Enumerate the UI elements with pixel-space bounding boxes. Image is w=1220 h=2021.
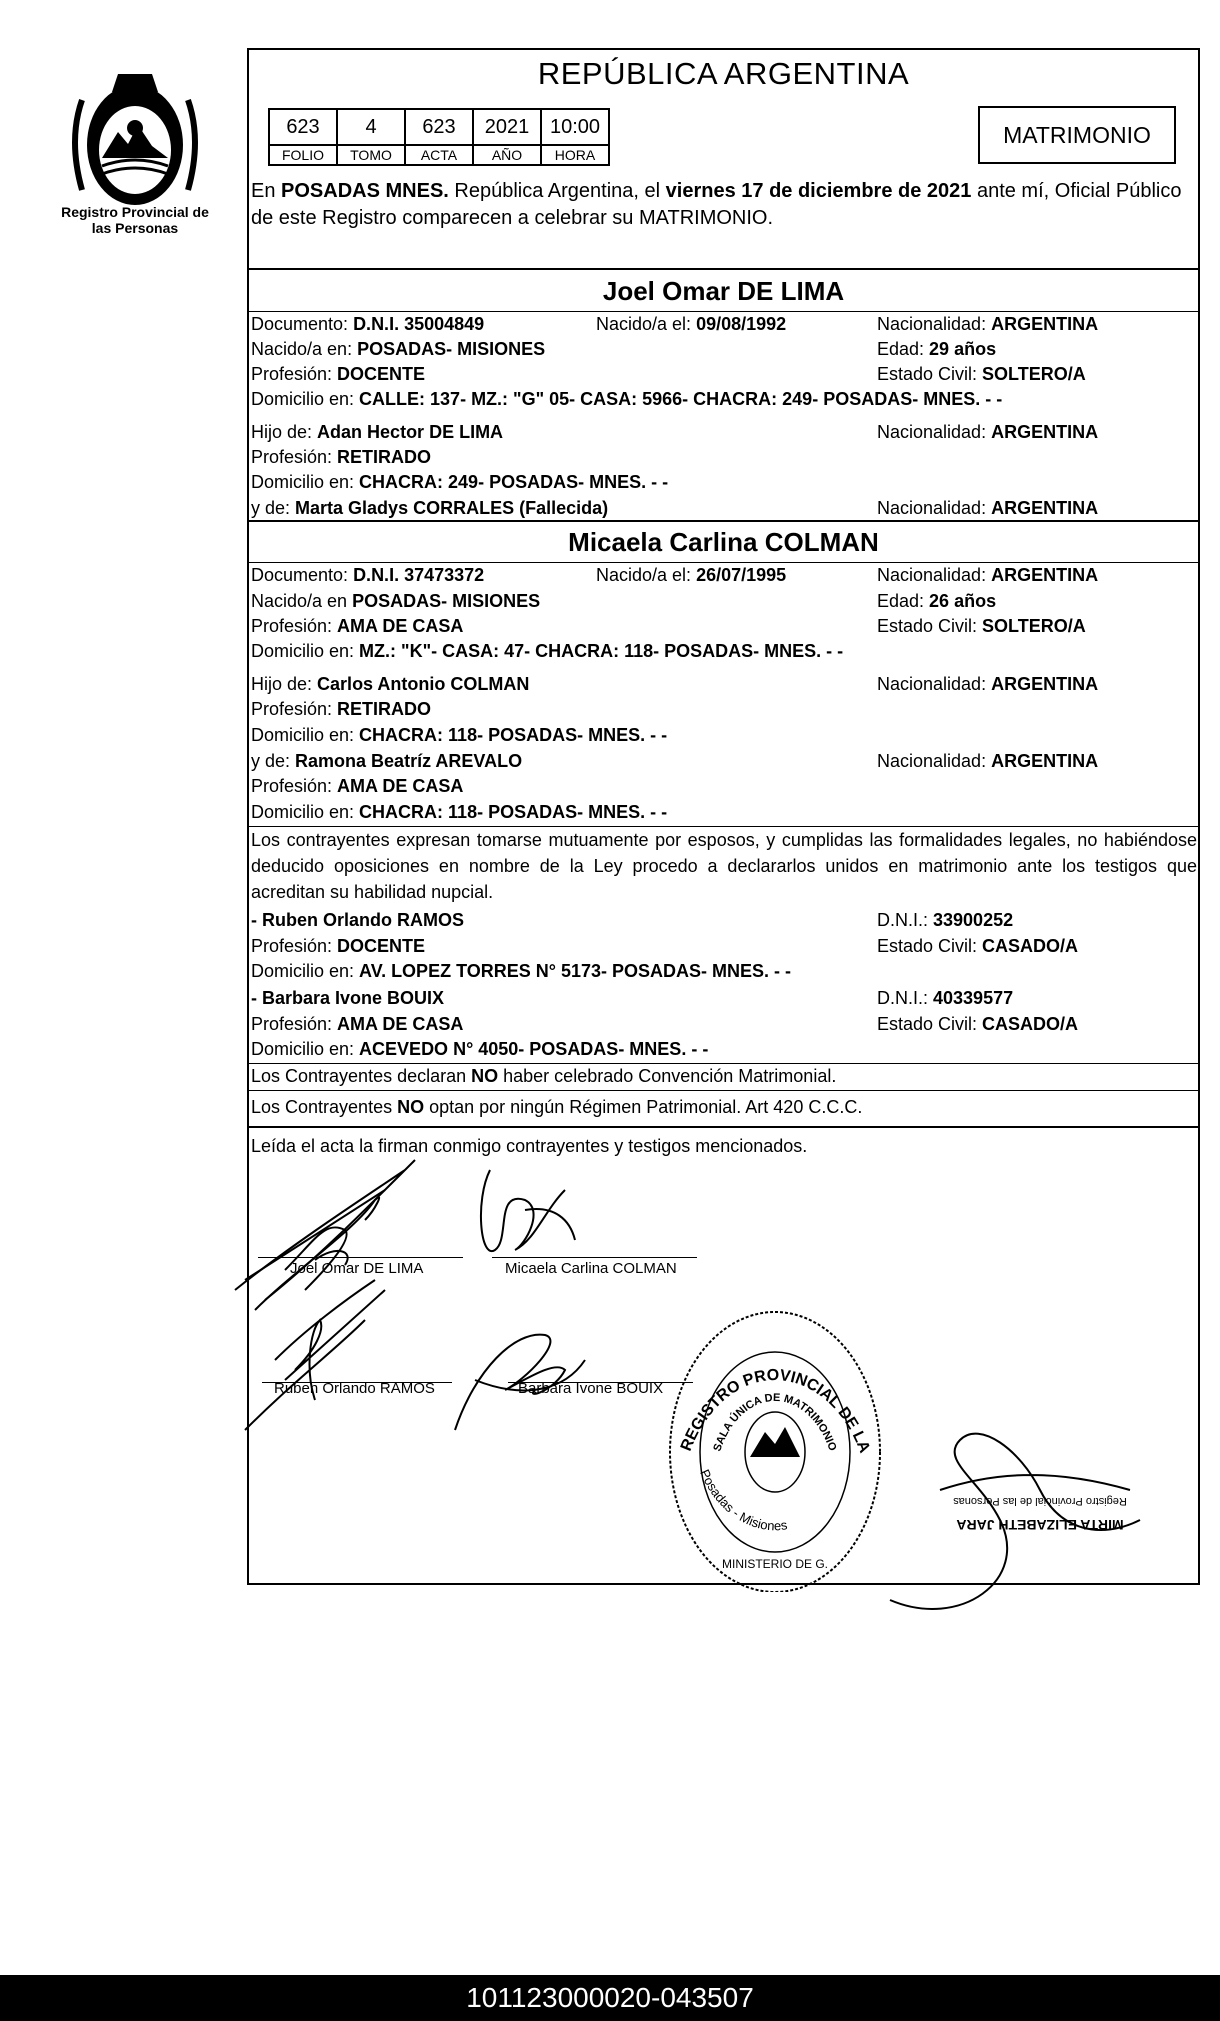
spouse-2-name: Micaela Carlina COLMAN [568, 527, 879, 557]
spouse-2-father-nationality: Nacionalidad: ARGENTINA [877, 674, 1099, 694]
regimen-statement: Los Contrayentes NO optan por ningún Régimen Patrimonial. Art 420 C.C.C. [251, 1097, 863, 1117]
spouse-2-age: Edad: 26 años [877, 591, 997, 611]
tomo-value: 4 [337, 109, 405, 145]
stamp-outer-text: REGISTRO PROVINCIAL DE LA [677, 1366, 873, 1456]
witness-2-dni: D.N.I.: 40339577 [877, 988, 1014, 1008]
acta-value: 623 [405, 109, 473, 145]
spouse-2-birthplace: Nacido/a en POSADAS- MISIONES [251, 591, 541, 611]
spouse-1-father-profession: Profesión: RETIRADO [251, 447, 432, 467]
anio-label: AÑO [473, 145, 541, 165]
section-divider [247, 311, 1200, 312]
acta-label: ACTA [405, 145, 473, 165]
convencion-statement: Los Contrayentes declaran NO haber celebrado Convención Matrimonial. [251, 1066, 837, 1086]
handwritten-signatures [225, 1150, 725, 1460]
witness-2-address: Domicilio en: ACEVEDO N° 4050- POSADAS- MNES. - - [251, 1039, 709, 1059]
section-divider [247, 1126, 1200, 1128]
tomo-label: TOMO [337, 145, 405, 165]
signature-name-spouse-1: Joel Omar DE LIMA [290, 1260, 424, 1277]
hora-label: HORA [541, 145, 609, 165]
spouse-1-birthdate: Nacido/a el: 09/08/1992 [596, 314, 787, 334]
section-divider [247, 1063, 1200, 1064]
section-divider [247, 268, 1200, 270]
spouse-2-father-address: Domicilio en: CHACRA: 118- POSADAS- MNES. - - [251, 725, 668, 745]
anio-value: 2021 [473, 109, 541, 145]
spouse-2-address: Domicilio en: MZ.: "K"- CASA: 47- CHACRA: 118- POSADAS- MNES. - - [251, 641, 844, 661]
official-signature-block [880, 1400, 1200, 1620]
section-divider [247, 562, 1200, 563]
witness-1-name: - Ruben Orlando RAMOS [251, 910, 464, 930]
folio-value: 623 [269, 109, 337, 145]
folio-label: FOLIO [269, 145, 337, 165]
marriage-declaration: Los contrayentes expresan tomarse mutuamente por esposos, y cumplidas las formalidades legales, no habiéndose deducido oposiciones en nombre de la Ley procedo a declararlos unidos en matrimonio ante los testigos que acreditan su habilidad nupcial. [251, 830, 1197, 902]
stamp-bottom-text: Posadas - Misiones [697, 1467, 789, 1534]
svg-text:Posadas - Misiones [697, 1467, 789, 1533]
spouse-1-profession: Profesión: DOCENTE [251, 364, 426, 384]
spouse-2-mother-nationality: Nacionalidad: ARGENTINA [877, 751, 1099, 771]
official-stamp [660, 1292, 890, 1592]
witness-2-civil-status: Estado Civil: CASADO/A [877, 1014, 1079, 1034]
witness-2-name: - Barbara Ivone BOUIX [251, 988, 445, 1008]
spouse-2-profession: Profesión: AMA DE CASA [251, 616, 464, 636]
record-type-box: MATRIMONIO [978, 106, 1176, 164]
spouse-1-address: Domicilio en: CALLE: 137- MZ.: "G" 05- CASA: 5966- CHACRA: 249- POSADAS- MNES. - - [251, 389, 1003, 409]
spouse-2-birthdate: Nacido/a el: 26/07/1995 [596, 565, 787, 585]
spouse-1-age: Edad: 29 años [877, 339, 997, 359]
spouse-2-father-profession: Profesión: RETIRADO [251, 699, 432, 719]
spouse-1-mother-nationality: Nacionalidad: ARGENTINA [877, 498, 1099, 518]
official-role: Registro Provincial de las Personas [953, 1495, 1127, 1507]
signature-name-spouse-2: Micaela Carlina COLMAN [505, 1260, 677, 1277]
stamp-ministry-text: MINISTERIO DE G. [721, 1557, 829, 1571]
spouse-2-documento: Documento: D.N.I. 37473372 [251, 565, 485, 585]
hora-value: 10:00 [541, 109, 609, 145]
witness-1-civil-status: Estado Civil: CASADO/A [877, 936, 1079, 956]
stamp-inner-text: SALA ÚNICA DE MATRIMONIO [711, 1391, 839, 1453]
intro-paragraph: En POSADAS MNES. República Argentina, el viernes 17 de diciembre de 2021 ante mí, Oficial Público de este Registro comparecen a celebrar su MATRIMONIO. [251, 180, 1182, 229]
witness-1-dni: D.N.I.: 33900252 [877, 910, 1014, 930]
official-name: MIRTA ELIZABETH JARA [956, 1517, 1124, 1533]
spouse-1-name: Joel Omar DE LIMA [602, 276, 845, 306]
spouse-2-civil-status: Estado Civil: SOLTERO/A [877, 616, 1086, 636]
spouse-1-civil-status: Estado Civil: SOLTERO/A [877, 364, 1086, 384]
witness-1-profession: Profesión: DOCENTE [251, 936, 426, 956]
spouse-1-mother: y de: Marta Gladys CORRALES (Fallecida) [251, 498, 609, 518]
spouse-2-father: Hijo de: Carlos Antonio COLMAN [251, 674, 530, 694]
witness-1-address: Domicilio en: AV. LOPEZ TORRES N° 5173- POSADAS- MNES. - - [251, 961, 791, 981]
spouse-2-mother-profession: Profesión: AMA DE CASA [251, 776, 464, 796]
logo-caption: Registro Provincial de las Personas [61, 204, 209, 236]
spouse-1-father-address: Domicilio en: CHACRA: 249- POSADAS- MNES. - - [251, 472, 669, 492]
spouse-1-documento: Documento: D.N.I. 35004849 [251, 314, 485, 334]
witness-2-profession: Profesión: AMA DE CASA [251, 1014, 464, 1034]
signature-intro: Leída el acta la firman conmigo contrayentes y testigos mencionados. [251, 1136, 808, 1156]
document-title: REPÚBLICA ARGENTINA [537, 56, 910, 91]
svg-text:REGISTRO PROVINCIAL DE LAS PER [660, 1292, 873, 1456]
spouse-1-father: Hijo de: Adan Hector DE LIMA [251, 422, 504, 442]
registry-table [268, 108, 610, 166]
signature-name-witness-1: Ruben Orlando RAMOS [274, 1380, 435, 1397]
section-divider [247, 1090, 1200, 1091]
signature-name-witness-2: Barbara Ivone BOUIX [518, 1380, 664, 1397]
spouse-2-nationality: Nacionalidad: ARGENTINA [877, 565, 1099, 585]
spouse-2-mother: y de: Ramona Beatríz AREVALO [251, 751, 523, 771]
spouse-1-nationality: Nacionalidad: ARGENTINA [877, 314, 1099, 334]
spouse-1-father-nationality: Nacionalidad: ARGENTINA [877, 422, 1099, 442]
document-code-bar: 101123000020-043507 [0, 1975, 1220, 2021]
spouse-2-mother-address: Domicilio en: CHACRA: 118- POSADAS- MNES. - - [251, 802, 668, 822]
section-divider [247, 520, 1200, 522]
spouse-1-birthplace: Nacido/a en: POSADAS- MISIONES [251, 339, 546, 359]
